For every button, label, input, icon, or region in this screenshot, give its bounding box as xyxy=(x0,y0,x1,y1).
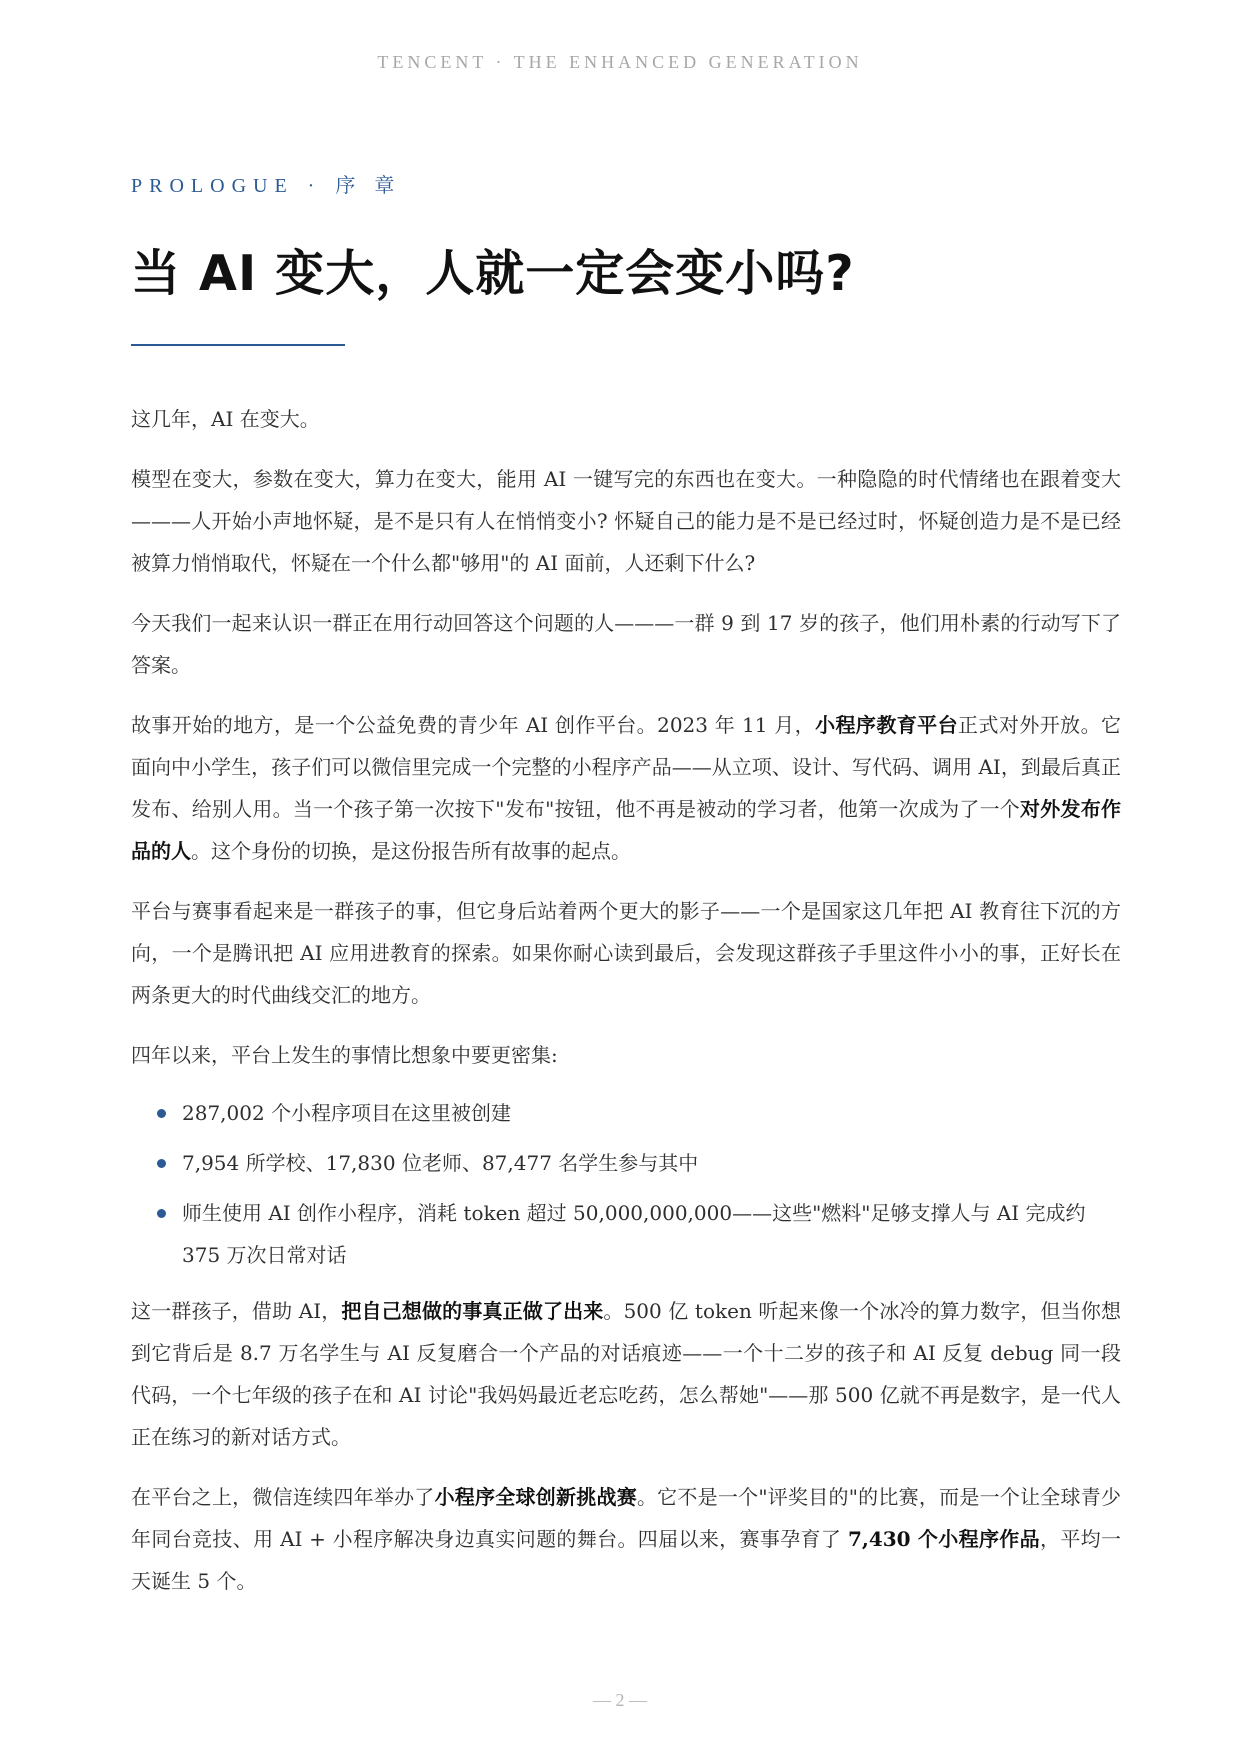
highlight-platform-name: 小程序教育平台 xyxy=(815,713,959,737)
running-header: TENCENT · THE ENHANCED GENERATION xyxy=(377,52,863,72)
body-text xyxy=(131,398,1121,1602)
text-run: 故事开始的地方，是一个公益免费的青少年 AI 创作平台。2023 年 11 月， xyxy=(131,713,816,737)
text-run: 这一群孩子，借助 AI， xyxy=(131,1299,342,1323)
stats-list xyxy=(131,1092,1121,1276)
paragraph-anxiety: 模型在变大，参数在变大，算力在变大，能用 AI 一键写完的东西也在变大。一种隐隐的时代情绪也在跟着变大———人开始小声地怀疑，是不是只有人在悄悄变小? 怀疑自己的能力是不是已经过时，怀疑创造力是不是已经被算力悄悄取代，怀疑在一个什么都"够用"的 AI 面前，人还剩下什么? xyxy=(131,467,1121,575)
text-run: 。它不是一个"评奖目的"的比赛，而是一个让全球青少年同台竞技、用 AI + 小程序解决身边真实问题的舞台。四届以来，赛事孕育了 xyxy=(131,1485,1122,1551)
paragraph-context: 平台与赛事看起来是一群孩子的事，但它身后站着两个更大的影子——一个是国家这几年把 AI 教育往下沉的方向，一个是腾讯把 AI 应用进教育的探索。如果你耐心读到最后，会发现这群孩子手里这件小小的事，正好长在两条更大的时代曲线交汇的地方。 xyxy=(131,899,1121,1007)
page-content xyxy=(131,172,1121,1620)
paragraph-stats-lead: 四年以来，平台上发生的事情比想象中要更密集: xyxy=(131,1043,558,1067)
highlight-works-count: 7,430 个小程序作品 xyxy=(847,1527,1040,1551)
chapter-label-en: PROLOGUE xyxy=(131,175,294,197)
highlight-publisher: 对外发布作品的人 xyxy=(131,797,1121,863)
paragraph-competition xyxy=(131,1476,1121,1602)
paragraph-children: 今天我们一起来认识一群正在用行动回答这个问题的人———一群 9 到 17 岁的孩子，他们用朴素的行动写下了答案。 xyxy=(131,611,1121,677)
bullet-dot-icon xyxy=(157,1209,166,1218)
bullet-dot-icon xyxy=(157,1159,166,1168)
stat-text: 287,002 个小程序项目在这里被创建 xyxy=(182,1101,512,1125)
list-item xyxy=(131,1142,1121,1184)
bullet-dot-icon xyxy=(157,1109,166,1118)
list-item xyxy=(131,1092,1121,1134)
paragraph-intro: 这几年，AI 在变大。 xyxy=(131,407,320,431)
page-title: 当 AI 变大，人就一定会变小吗? xyxy=(131,245,855,302)
highlight-made-real: 把自己想做的事真正做了出来 xyxy=(341,1299,604,1323)
text-run: 在平台之上，微信连续四年举办了 xyxy=(131,1485,435,1509)
chapter-label-cn: 序 章 xyxy=(335,175,402,197)
text-run: ，平均一天诞生 5 个。 xyxy=(131,1527,1122,1593)
paragraph-platform-origin xyxy=(131,704,1121,872)
text-run: 。这个身份的切换，是这份报告所有故事的起点。 xyxy=(191,839,631,863)
title-underline xyxy=(131,344,345,346)
highlight-competition-name: 小程序全球创新挑战赛 xyxy=(434,1485,637,1509)
chapter-label-separator: · xyxy=(307,175,322,197)
page-number: — 2 — xyxy=(593,1690,647,1710)
chapter-label xyxy=(131,172,1121,200)
stat-text: 7,954 所学校、17,830 位老师、87,477 名学生参与其中 xyxy=(182,1151,699,1175)
list-item xyxy=(131,1192,1121,1276)
paragraph-tokens xyxy=(131,1290,1121,1458)
text-run: 。500 亿 token 听起来像一个冰冷的算力数字，但当你想到它背后是 8.7 万名学生与 AI 反复磨合一个产品的对话痕迹——一个十二岁的孩子和 AI 反复 debug 同一段代码，一个七年级的孩子在和 AI 讨论"我妈妈最近老忘吃药，怎么帮她"——那 500 亿就不再是数字，是一代人正在练习的新对话方式。 xyxy=(131,1299,1121,1449)
stat-text: 师生使用 AI 创作小程序，消耗 token 超过 50,000,000,000——这些"燃料"足够支撑人与 AI 完成约 375 万次日常对话 xyxy=(182,1201,1086,1267)
text-run: 正式对外开放。它面向中小学生，孩子们可以微信里完成一个完整的小程序产品——从立项、设计、写代码、调用 AI，到最后真正发布、给别人用。当一个孩子第一次按下"发布"按钮，他不再是被动的学习者，他第一次成为了一个 xyxy=(131,713,1122,821)
